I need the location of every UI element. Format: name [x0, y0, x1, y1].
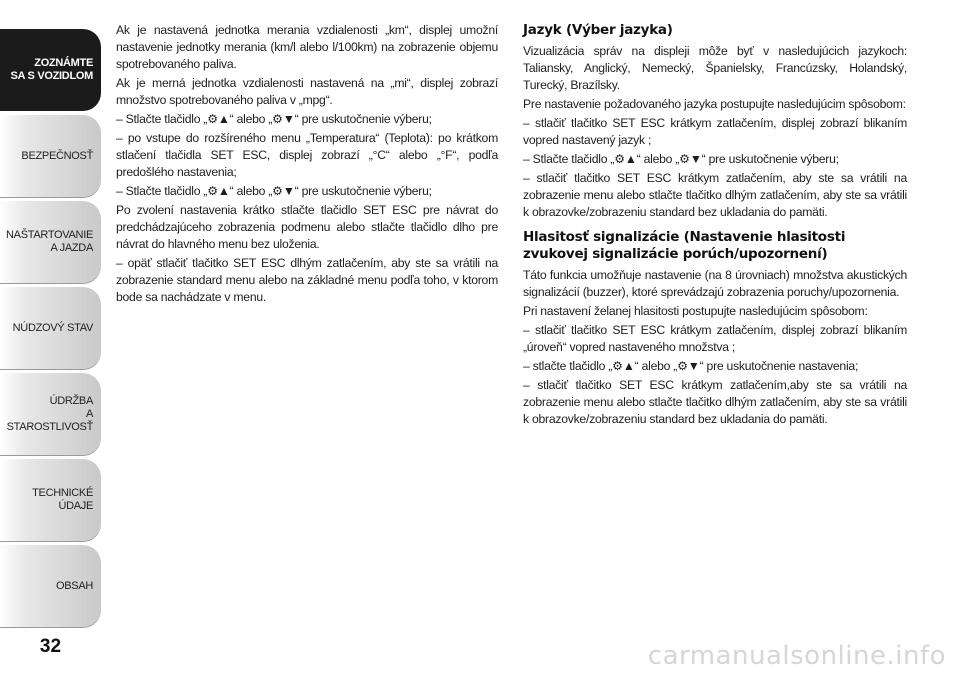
tab-label: NAŠTARTOVANIE A JAZDA [6, 229, 93, 254]
paragraph: – stlačiť tlačitko SET ESC krátkym zatlačením, displej zobrazí blikaním „úroveň“ vopred nastaveného množstva ; [523, 323, 907, 354]
paragraph: – stlačte tlačidlo „⚙▲“ alebo „⚙▼“ pre uskutočnenie nastavenia; [523, 359, 859, 373]
paragraph: – po vstupe do rozšíreného menu „Temperatura“ (Teplota): po krátkom stlačení tlačidla SET ESC, displej zobrazí „°C“ alebo „°F“, podľa predošlého nastavenia; [116, 131, 498, 179]
paragraph: – stlačiť tlačitko SET ESC krátkym zatlačením, displej zobrazí blikaním vopred nastavený jazyk ; [523, 116, 907, 147]
tab-label: NÚDZOVÝ STAV [12, 321, 93, 334]
right-text-column [523, 22, 907, 430]
tab-nastartovanie-a-jazda[interactable] [0, 201, 101, 283]
paragraph: Ak je merná jednotka vzdialenosti nastavená na „mi“, displej zobrazí množstvo spotrebovaného paliva v „mpg“. [116, 76, 498, 107]
paragraph: Po zvolení nastavenia krátko stlačte tlačidlo SET ESC pre návrat do predchádzajúceho zobrazenia podmenu alebo stlačte tlačidlo dlho pre návrat do hlavného menu bez uloženia. [116, 203, 498, 251]
paragraph: Pri nastavení želanej hlasitosti postupujte nasledujúcim spôsobom: [523, 304, 868, 318]
paragraph: Táto funkcia umožňuje nastavenie (na 8 úrovniach) množstva akustických signalizácií (buzzer), ktoré sprevádzajú zobrazenia poruchy/upozornenia. [523, 268, 907, 299]
paragraph: Ak je nastavená jednotka merania vzdialenosti „km“, displej umožní nastavenie jednotky merania (km/l alebo l/100km) na zobrazenie objemu spotrebovaného paliva. [116, 23, 498, 71]
paragraph: – Stlačte tlačidlo „⚙▲“ alebo „⚙▼“ pre uskutočnenie výberu; [523, 152, 839, 166]
paragraph: Pre nastavenie požadovaného jazyka postupujte nasledujúcim spôsobom: [523, 97, 906, 111]
left-text-column [116, 22, 498, 308]
tab-bezpecnost[interactable] [0, 115, 101, 197]
tab-udrzba-a-starostlivost[interactable] [0, 373, 101, 455]
sidebar-nav [0, 0, 101, 677]
paragraph: – stlačiť tlačitko SET ESC krátkym zatlačením,aby ste sa vrátili na zobrazenie menu alebo stlačte tlačitko dlhým zatlačením, aby ste sa vrátili k obrazovke/zobrazeniu standard bez ukladania do pamäti. [523, 378, 907, 426]
tab-label: BEZPEČNOSŤ [21, 149, 93, 162]
page-number: 32 [39, 636, 62, 657]
tab-label: TECHNICKÉ ÚDAJE [32, 487, 93, 512]
paragraph: Vizualizácia správ na displeji môže byť v nasledujúcich jazykoch: Taliansky, Anglický, Nemecký, Španielsky, Francúzsky, Holandský, Turecký, Brazílsky. [523, 44, 907, 92]
section-heading-hlasitost: Hlasitosť signalizácie (Nastavenie hlasitosti zvukovej signalizácie porúch/upozornení) [523, 229, 846, 262]
tab-label: OBSAH [55, 579, 93, 592]
tab-obsah[interactable] [0, 545, 101, 627]
tab-label: ÚDRŽBA A STAROSTLIVOSŤ [6, 394, 93, 433]
tab-nudzovy-stav[interactable] [0, 287, 101, 369]
tab-zoznamte-sa-s-vozidlom[interactable] [0, 29, 101, 111]
paragraph: – opäť stlačiť tlačitko SET ESC dlhým zatlačením, aby ste sa vrátili na zobrazenie standard menu alebo na základné menu podľa toho, v ktorom bode sa nachádzate v menu. [116, 256, 498, 304]
tab-technicke-udaje[interactable] [0, 459, 101, 541]
section-heading-jazyk: Jazyk (Výber jazyka) [523, 22, 673, 38]
tab-label: ZOZNÁMTE SA S VOZIDLOM [10, 57, 93, 82]
paragraph: – Stlačte tlačidlo „⚙▲“ alebo „⚙▼“ pre uskutočnenie výberu; [116, 112, 432, 126]
paragraph: – stlačiť tlačitko SET ESC krátkym zatlačením, aby ste sa vrátili na zobrazenie menu alebo stlačte tlačitko dlhým zatlačením, aby ste sa vrátili k obrazovke/zobrazeniu standard bez ukladania do pamäti. [523, 171, 907, 219]
watermark: carmanualsonline.info [647, 641, 946, 671]
paragraph: – Stlačte tlačidlo „⚙▲“ alebo „⚙▼“ pre uskutočnenie výberu; [116, 184, 432, 198]
